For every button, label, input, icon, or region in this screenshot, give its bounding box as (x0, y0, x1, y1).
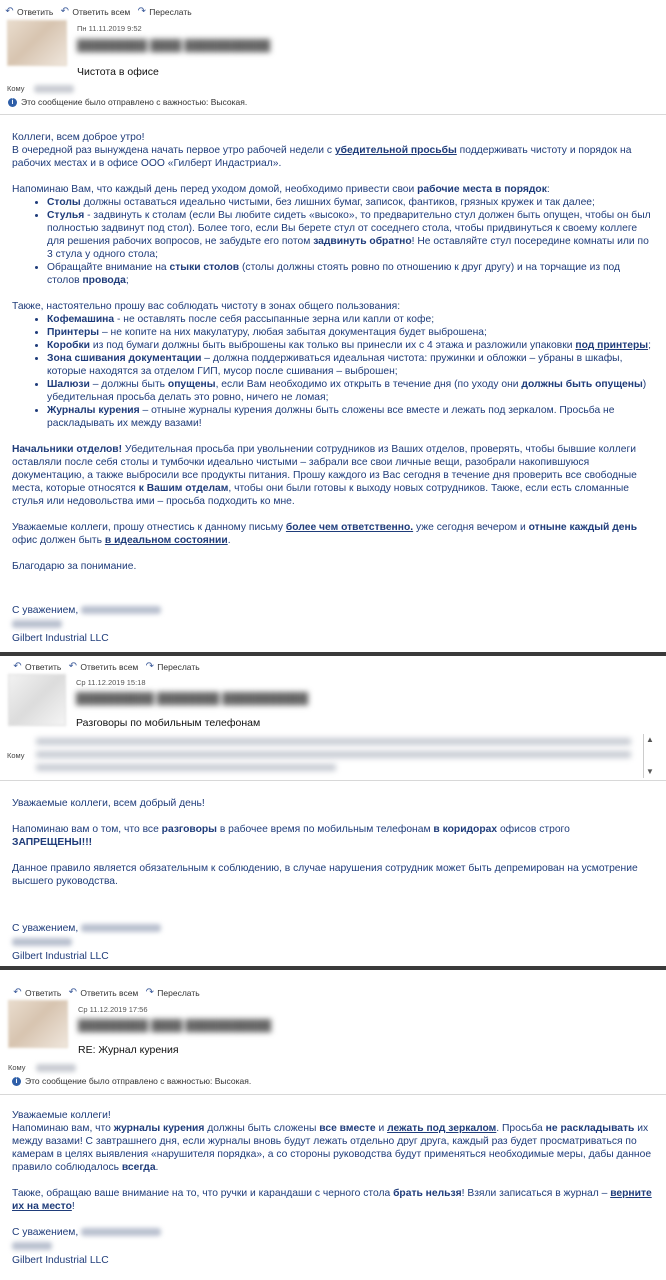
reply-icon: ↶ (5, 6, 14, 17)
sender-avatar (8, 674, 66, 726)
paragraph: Данное правило является обязательным к соблюдению, в случае нарушения сотрудник может быть депремирован на усмотрение высшего руководства. (12, 863, 638, 887)
recipients-redacted (36, 764, 336, 771)
message-body (12, 797, 652, 888)
signature: С уважением, Gilbert Industrial LLC (12, 922, 161, 964)
email-message-2 (0, 656, 666, 966)
recipients-redacted (36, 751, 631, 758)
list-item: • Зона сшивания документации – должна поддерживаться идеальная чистота: пружинки и обложки – убраны в шкафы, которые находятся за отделом ГИП, мусор после сшивания – выброшен; (47, 352, 652, 378)
reply-all-icon: ↶ (60, 6, 70, 17)
paragraph: Напоминаю вам, что журналы курения должны быть сложены все вместе и лежать под зеркалом. Просьба не раскладывать их между вазами! С завтрашнего дня, если журналы вновь будут лежать отдельно друг друга, каждый раз будет просматриваться по камерам в целях выявления «нарушителя порядка», а со стороны руководства будут применяться необходимые меры, дабы данное правило соблюдалось всегда. (12, 1123, 652, 1173)
company-name: Gilbert Industrial LLC (12, 633, 109, 644)
reply-icon: ↶ (13, 661, 22, 672)
company-name: Gilbert Industrial LLC (12, 1255, 109, 1266)
header-divider (0, 780, 666, 781)
to-label: Кому (8, 1063, 26, 1072)
recipient-redacted (34, 85, 74, 93)
sender-avatar (7, 20, 67, 66)
paragraph: Также, настоятельно прошу вас соблюдать чистоту в зонах общего пользования: (12, 301, 401, 312)
forward-button[interactable]: ↷ Переслать (137, 6, 192, 17)
message-subject: Чистота в офисе (77, 66, 159, 78)
scroll-up-icon[interactable]: ▲ (646, 735, 654, 744)
list-item: • Стулья - задвинуть к столам (если Вы любите сидеть «высоко», то предварительно стул должен быть опущен, чтобы он был полностью задвинут под стол). Более того, если Вы берете стул от соседнего стола, чтобы придвинуться к своему коллеге для решения рабочих вопросов, не забудьте его потом задвинуть обратно! Не оставляйте стул посередине комнаты или по 3 стула у одного стола; (47, 209, 652, 261)
message-body (12, 1109, 652, 1213)
forward-button[interactable]: ↷ Переслать (145, 661, 200, 672)
message-date: Ср 11.12.2019 17:56 (78, 1005, 148, 1014)
reply-all-button[interactable]: ↶ Ответить всем (60, 6, 131, 17)
signature-title-redacted (12, 620, 62, 628)
importance-notice: i Это сообщение было отправлено с важностью: Высокая. (12, 1076, 251, 1086)
signature-name-redacted (81, 606, 161, 614)
info-icon: i (12, 1077, 21, 1086)
signature-title-redacted (12, 938, 72, 946)
header-divider (0, 114, 666, 115)
signature: С уважением, Gilbert Industrial LLC (12, 1226, 161, 1268)
reply-all-icon: ↶ (68, 987, 78, 998)
reply-button[interactable]: ↶ Ответить (13, 987, 62, 998)
message-toolbar (12, 661, 200, 672)
message-toolbar (4, 6, 192, 17)
greeting: Уважаемые коллеги! (12, 1110, 111, 1121)
signature-name-redacted (81, 924, 161, 932)
to-label: Кому (7, 84, 25, 93)
recipient-redacted (36, 1064, 76, 1072)
forward-icon: ↷ (145, 661, 154, 672)
message-subject: Разговоры по мобильным телефонам (76, 717, 261, 729)
recipients-scrollbar[interactable] (643, 734, 656, 778)
workplace-rules-list (12, 196, 652, 287)
info-icon: i (8, 98, 17, 107)
greeting: Уважаемые коллеги, всем добрый день! (12, 798, 205, 809)
paragraph: Благодарю за понимание. (12, 561, 137, 572)
message-toolbar (12, 987, 200, 998)
list-item: • Принтеры – не копите на них макулатуру, любая забытая документация будет выброшена; (47, 326, 652, 339)
paragraph: Начальники отделов! Убедительная просьба при увольнении сотрудников из Ваших отделов, проверять, чтобы бывшие коллеги оставляли после себя столы и тумбочки идеально чистыми – забрали все свои личные вещи, разобрали накопившуюся документацию, а также выбросили все продукты питания. Прошу каждого из Вас сегодня в течение дня проверить все свободные места, которые относятся к Вашим отделам, чтобы они были готовы к выходу новых сотрудников. Также, если есть сломанные стулья или недовольства ими – просьба подходить ко мне. (12, 444, 637, 507)
reply-button[interactable]: ↶ Ответить (5, 6, 54, 17)
message-date: Пн 11.11.2019 9:52 (77, 24, 142, 33)
sender-avatar (8, 1000, 68, 1048)
scroll-down-icon[interactable]: ▼ (646, 767, 654, 776)
list-item: • Журналы курения – отныне журналы курения должны быть сложены все вместе и лежать под зеркалом. Просьба не раскладывать их между вазами! (47, 404, 652, 430)
sender-name-redacted: █████████ ████ ███████████ (78, 1020, 272, 1032)
paragraph: В очередной раз вынуждена начать первое утро рабочей недели с убедительной просьбы поддерживать чистоту и порядок на рабочих местах и в офисе ООО «Гилберт Индастриал». (12, 145, 632, 169)
importance-notice: i Это сообщение было отправлено с важностью: Высокая. (8, 97, 247, 107)
list-item: • Шалюзи – должны быть опущены, если Вам необходимо их открыть в течение дня (по уходу они должны быть опущены) убедительная просьба делать это ровно, ничего не ломая; (47, 378, 652, 404)
reply-icon: ↶ (13, 987, 22, 998)
sender-name-redacted: █████████ ████ ███████████ (77, 40, 271, 52)
to-label: Кому (7, 751, 25, 760)
message-date: Ср 11.12.2019 15:18 (76, 678, 146, 687)
list-item: • Кофемашина - не оставлять после себя рассыпанные зерна или капли от кофе; (47, 313, 652, 326)
list-item: • Коробки из под бумаги должны быть выброшены как только вы принесли их с 4 этажа и разложили упаковки под принтеры; (47, 339, 652, 352)
reply-all-button[interactable]: ↶ Ответить всем (68, 661, 139, 672)
email-message-3 (0, 970, 666, 1280)
paragraph: Напоминаю Вам, что каждый день перед уходом домой, необходимо привести свои рабочие места в порядок: (12, 184, 550, 195)
forward-button[interactable]: ↷ Переслать (145, 987, 200, 998)
forward-icon: ↷ (137, 6, 146, 17)
recipients-redacted (36, 738, 631, 745)
reply-all-icon: ↶ (68, 661, 78, 672)
signature-title-redacted (12, 1242, 52, 1250)
common-areas-list (12, 313, 652, 430)
company-name: Gilbert Industrial LLC (12, 951, 109, 962)
signature: С уважением, Gilbert Industrial LLC (12, 604, 161, 646)
list-item: • Обращайте внимание на стыки столов (столы должны стоять ровно по отношению к друг другу) и на торчащие из под столов провода; (47, 261, 652, 287)
paragraph: Также, обращаю ваше внимание на то, что ручки и карандаши с черного стола брать нельзя! Взяли записаться в журнал – верните их на место! (12, 1188, 652, 1212)
message-subject: RE: Журнал курения (78, 1044, 179, 1056)
sender-name-redacted: ██████████ ████████ ███████████ (76, 693, 309, 705)
paragraph: Уважаемые коллеги, прошу отнестись к данному письму более чем ответственно. уже сегодня вечером и отныне каждый день офис должен быть в идеальном состоянии. (12, 522, 638, 546)
reply-all-button[interactable]: ↶ Ответить всем (68, 987, 139, 998)
paragraph: Напоминаю вам о том, что все разговоры в рабочее время по мобильным телефонам в коридорах офисов строго ЗАПРЕЩЕНЫ!!! (12, 824, 570, 848)
header-divider (0, 1094, 666, 1095)
reply-button[interactable]: ↶ Ответить (13, 661, 62, 672)
greeting: Коллеги, всем доброе утро! (12, 132, 145, 143)
signature-name-redacted (81, 1228, 161, 1236)
forward-icon: ↷ (145, 987, 154, 998)
message-body (12, 131, 652, 573)
list-item: • Столы должны оставаться идеально чистыми, без лишних бумаг, записок, фантиков, грязных кружек и так далее; (47, 196, 652, 209)
